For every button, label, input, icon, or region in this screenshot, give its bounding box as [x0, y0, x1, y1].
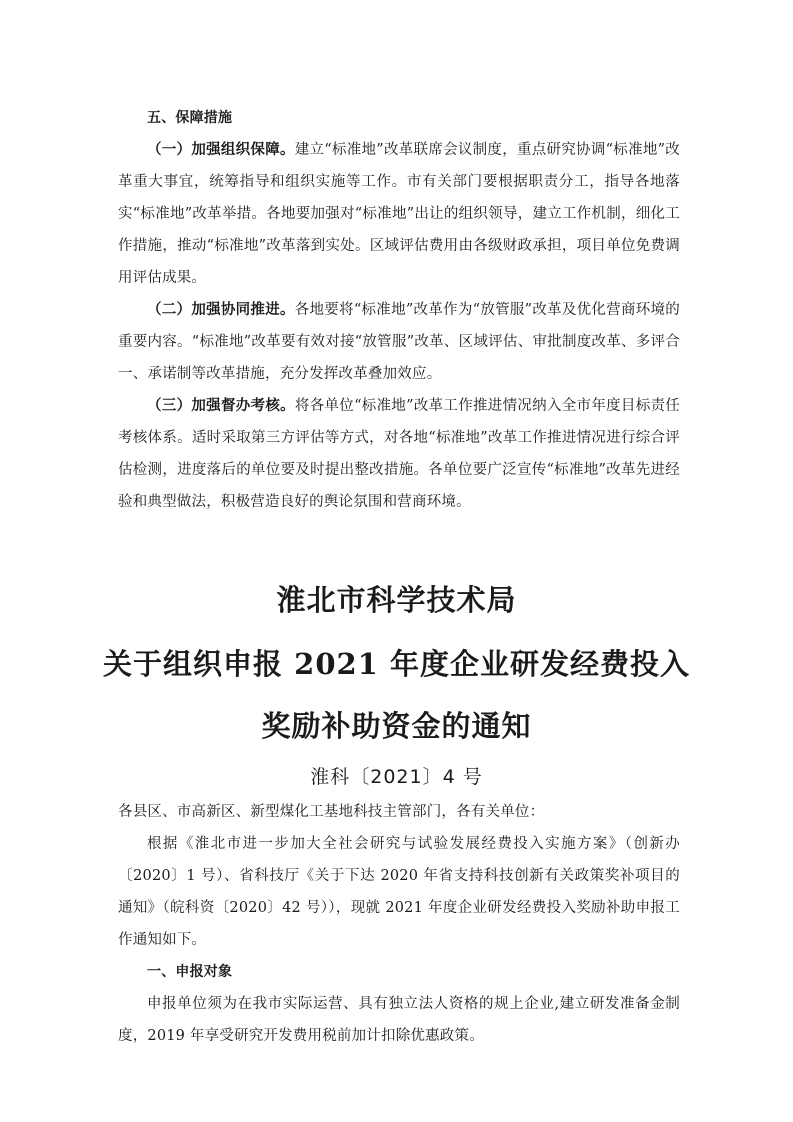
- notice-title-line-1: 淮北市科学技术局: [276, 583, 517, 617]
- addressee: 各县区、市高新区、新型煤化工基地科技主管部门，各有关单位：: [118, 804, 545, 820]
- notice-body: [118, 796, 680, 1052]
- notice-title-line-2: 关于组织申报 2021 年度企业研发经费投入: [103, 647, 690, 681]
- notice-title-line-3: 奖励补助资金的通知: [261, 709, 532, 743]
- label-supervision: （三）加强督办考核。: [147, 398, 295, 414]
- section-five-heading: 五、保障措施: [147, 110, 233, 126]
- section-one-paragraph: 申报单位须为在我市实际运营、具有独立法人资格的规上企业,建立研发准备金制度，2019 年享受研究开发费用税前加计扣除优惠政策。: [118, 996, 680, 1044]
- text-coordination: 各地要将“标准地”改革作为“放管服”改革及优化营商环境的重要内容。“标准地”改革要有效对接“放管服”改革、区域评估、审批制度改革、多评合一、承诺制等改革措施，充分发挥改革叠加效应。: [118, 302, 681, 382]
- section-one-heading: 一、申报对象: [147, 964, 233, 980]
- text-organization: 建立“标准地”改革联席会议制度，重点研究协调“标准地”改革重大事宜，统筹指导和组织实施等工作。市有关部门要根据职责分工，指导各地落实“标准地”改革举措。各地要加强对“标准地”出让的组织领导，建立工作机制，细化工作措施，推动“标准地”改革落到实处。区域评估费用由各级财政承担，项目单位免费调用评估成果。: [118, 142, 681, 286]
- document-number: 淮科〔2021〕4 号: [310, 766, 483, 788]
- label-coordination: （二）加强协同推进。: [147, 302, 295, 318]
- section-five: [118, 102, 680, 518]
- paragraph-supervision: [118, 390, 680, 518]
- label-organization: （一）加强组织保障。: [147, 142, 295, 158]
- intro-paragraph: 根据《淮北市进一步加大全社会研究与试验发展经费投入实施方案》（创新办〔2020〕1 号）、省科技厅《关于下达 2020 年省支持科技创新有关政策奖补项目的通知》（皖科资〔2020〕42 号）），现就 2021 年度企业研发经费投入奖励补助申报工作通知如下。: [118, 836, 680, 948]
- text-supervision: 将各单位“标准地”改革工作推进情况纳入全市年度目标责任考核体系。适时采取第三方评估等方式，对各地“标准地”改革工作推进情况进行综合评估检测，进度落后的单位要及时提出整改措施。各单位要广泛宣传“标准地”改革先进经验和典型做法，积极营造良好的舆论氛围和营商环境。: [118, 398, 680, 510]
- paragraph-organization: [118, 134, 680, 294]
- paragraph-coordination: [118, 294, 680, 390]
